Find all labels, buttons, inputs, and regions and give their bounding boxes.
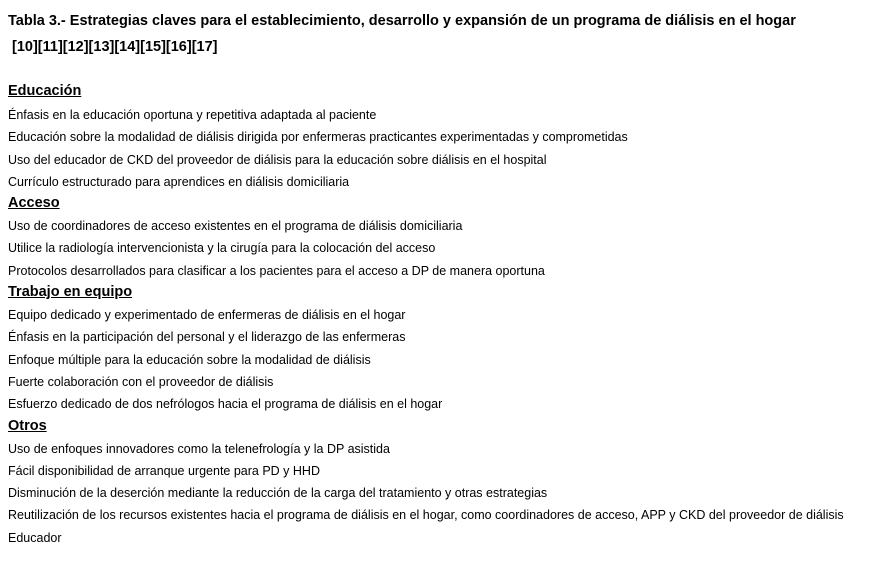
list-item: Fuerte colaboración con el proveedor de diálisis [8, 374, 274, 389]
section-heading: Acceso [8, 195, 60, 212]
list-item: Reutilización de los recursos existentes hacia el programa de diálisis en el hogar, como coordinadores de acceso, APP y CKD del proveedor de diálisis [8, 508, 844, 523]
list-item: Equipo dedicado y experimentado de enfermeras de diálisis en el hogar [8, 308, 406, 323]
references: [10][11][12][13][14][15][16][17] [12, 39, 218, 55]
list-item: Uso del educador de CKD del proveedor de diálisis para la educación sobre diálisis en el hospital [8, 152, 547, 167]
list-item: Utilice la radiología intervencionista y la cirugía para la colocación del acceso [8, 241, 436, 256]
section-trabajo-en-equipo [8, 282, 870, 415]
section-acceso [8, 193, 870, 282]
item-list [8, 304, 870, 415]
section-educacion [8, 81, 870, 193]
list-item: Educación sobre la modalidad de diálisis dirigida por enfermeras practicantes experimentadas y comprometidas [8, 130, 628, 145]
list-item: Uso de coordinadores de acceso existentes en el programa de diálisis domiciliaria [8, 219, 463, 234]
list-item: Protocolos desarrollados para clasificar a los pacientes para el acceso a DP de manera oportuna [8, 263, 545, 278]
list-item: Disminución de la deserción mediante la reducción de la carga del tratamiento y otras estrategias [8, 486, 548, 501]
section-heading: Educación [8, 83, 82, 99]
list-item: Fácil disponibilidad de arranque urgente para PD y HHD [8, 463, 320, 478]
list-item: Énfasis en la educación oportuna y repetitiva adaptada al paciente [8, 108, 377, 122]
item-list [8, 104, 870, 193]
list-item: Esfuerzo dedicado de dos nefrólogos hacia el programa de diálisis en el hogar [8, 397, 443, 412]
table-title: Tabla 3.- Estrategias claves para el establecimiento, desarrollo y expansión de un programa de diálisis en el hogar [8, 13, 796, 29]
section-otros [8, 416, 870, 549]
document-body [8, 11, 870, 549]
list-item: Enfoque múltiple para la educación sobre la modalidad de diálisis [8, 352, 371, 367]
list-item: Currículo estructurado para aprendices en diálisis domiciliaria [8, 174, 350, 189]
section-heading: Otros [8, 417, 47, 434]
section-heading: Trabajo en equipo [8, 284, 133, 301]
item-list [8, 438, 870, 549]
item-list [8, 215, 870, 282]
list-item: Uso de enfoques innovadores como la telenefrología y la DP asistida [8, 441, 390, 456]
list-item: Educador [8, 530, 62, 545]
list-item: Énfasis en la participación del personal y el liderazgo de las enfermeras [8, 330, 406, 345]
